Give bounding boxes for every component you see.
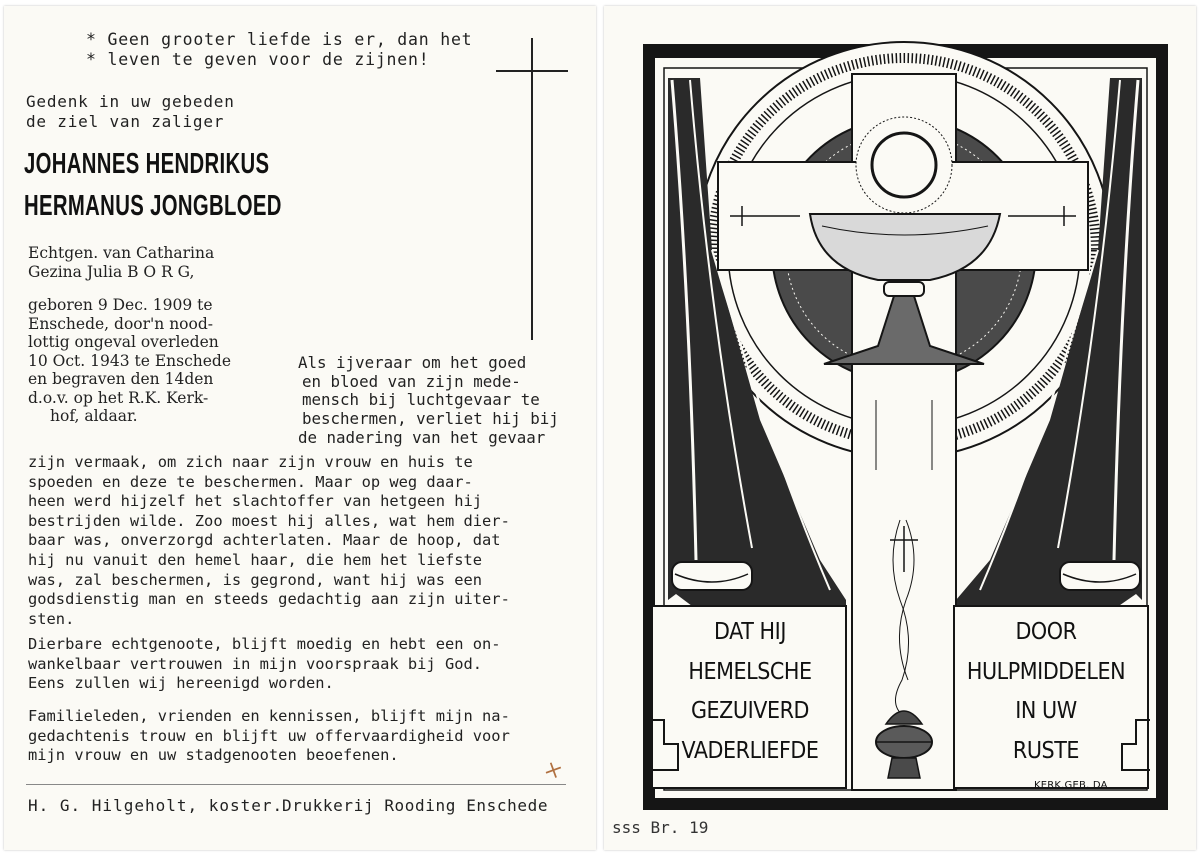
prayer-line: GEZUIVERD [690, 696, 810, 724]
prayer-text-right [960, 612, 1132, 770]
birth-line: hof, aldaar. [50, 407, 138, 425]
prayer-line: VADERLIEFDE [681, 735, 819, 764]
birth-line: geboren 9 Dec. 1909 te [28, 296, 213, 314]
birth-line: Enschede, door'n nood- [28, 314, 214, 333]
paragraph-line: Dierbare echtgenoote, blijft moedig en hebt een on- [28, 635, 501, 653]
narrative-line: zijn vermaak, om zich naar zijn vrouw en huis te [28, 453, 473, 471]
narrative-line: de nadering van het gevaar [298, 427, 546, 447]
catalog-number: sss Br. 19 [612, 818, 709, 837]
narrative-line: beschermen, verliet hij bij [302, 409, 559, 429]
narrative-line: en bloed van zijn mede- [302, 371, 521, 391]
prayer-text-left [667, 612, 832, 770]
paragraph-line: mijn vrouw en uw stadgenooten beoefenen. [28, 746, 399, 765]
prayer-line: RUSTE [1012, 735, 1080, 764]
pencil-mark-icon: ⨯ [539, 755, 567, 786]
narrative-line: baar was, onverzorgd achterlaten. Maar de hoop, dat [28, 531, 501, 550]
narrative-line: mensch bij luchtgevaar te [302, 390, 540, 410]
narrative-line: godsdienstig man en steeds gedachtig aan zijn uiter- [28, 590, 510, 609]
prayer-line: HEMELSCHE [688, 656, 812, 685]
birth-line: d.o.v. op het R.K. Kerk- [28, 388, 209, 407]
spouse-line: Echtgen. van Catharina [28, 244, 215, 262]
birth-line: 10 Oct. 1943 te Enschede [28, 351, 232, 370]
prayer-line: DOOR [1015, 617, 1077, 645]
narrative-line: bestrijden wilde. Zoo moest hij alles, wat hem dier- [28, 511, 510, 530]
quote-line: * Geen grooter liefde is er, dan het [86, 30, 473, 49]
paragraph-line: Familieleden, vrienden en kennissen, blijft mijn na- [28, 707, 510, 725]
birth-line: lottig ongeval overleden [28, 333, 219, 351]
intro-line: de ziel van zaliger [26, 111, 225, 131]
narrative-line: heen werd hijzelf het slachtoffer van hetgeen hij [28, 492, 483, 511]
paragraph-line: Eens zullen wij hereenigd worden. [28, 674, 334, 693]
host-icon [856, 117, 952, 213]
narrative-line: hij nu vanuit den hemel haar, die hem het liefste [28, 550, 483, 569]
paragraph-line: wankelbaar vertrouwen in mijn voorspraak bij God. [28, 654, 483, 673]
deceased-first-names: JOHANNES HENDRIKUS [24, 148, 270, 180]
spouse-line: Gezina Julia B O R G, [28, 262, 195, 281]
paragraph-line: gedachtenis trouw en blijft uw offervaardigheid voor [28, 726, 510, 745]
narrative-line: sten. [28, 609, 75, 628]
prayer-line: HULPMIDDELEN [966, 656, 1126, 685]
deceased-last-names: HERMANUS JONGBLOED [24, 190, 282, 222]
narrative-line: Als ijveraar om het goed [298, 353, 527, 372]
birth-line: en begraven den 14den [28, 370, 214, 388]
prayer-line: IN UW [1015, 696, 1077, 724]
prayer-line: DAT HIJ [714, 617, 786, 645]
intro-line: Gedenk in uw gebeden [26, 92, 235, 111]
narrative-line: spoeden en deze te beschermen. Maar op weg daar- [28, 472, 473, 491]
footer-koster: H. G. Hilgeholt, koster. [28, 796, 284, 815]
quote-line: * leven te geven voor de zijnen! [86, 49, 430, 69]
narrative-line: was, zal beschermen, is gegrond, want hij was een [28, 570, 483, 589]
footer-printer: Drukkerij Rooding Enschede [282, 796, 549, 815]
artist-signature: KERK.GEB. DA [1034, 780, 1108, 791]
